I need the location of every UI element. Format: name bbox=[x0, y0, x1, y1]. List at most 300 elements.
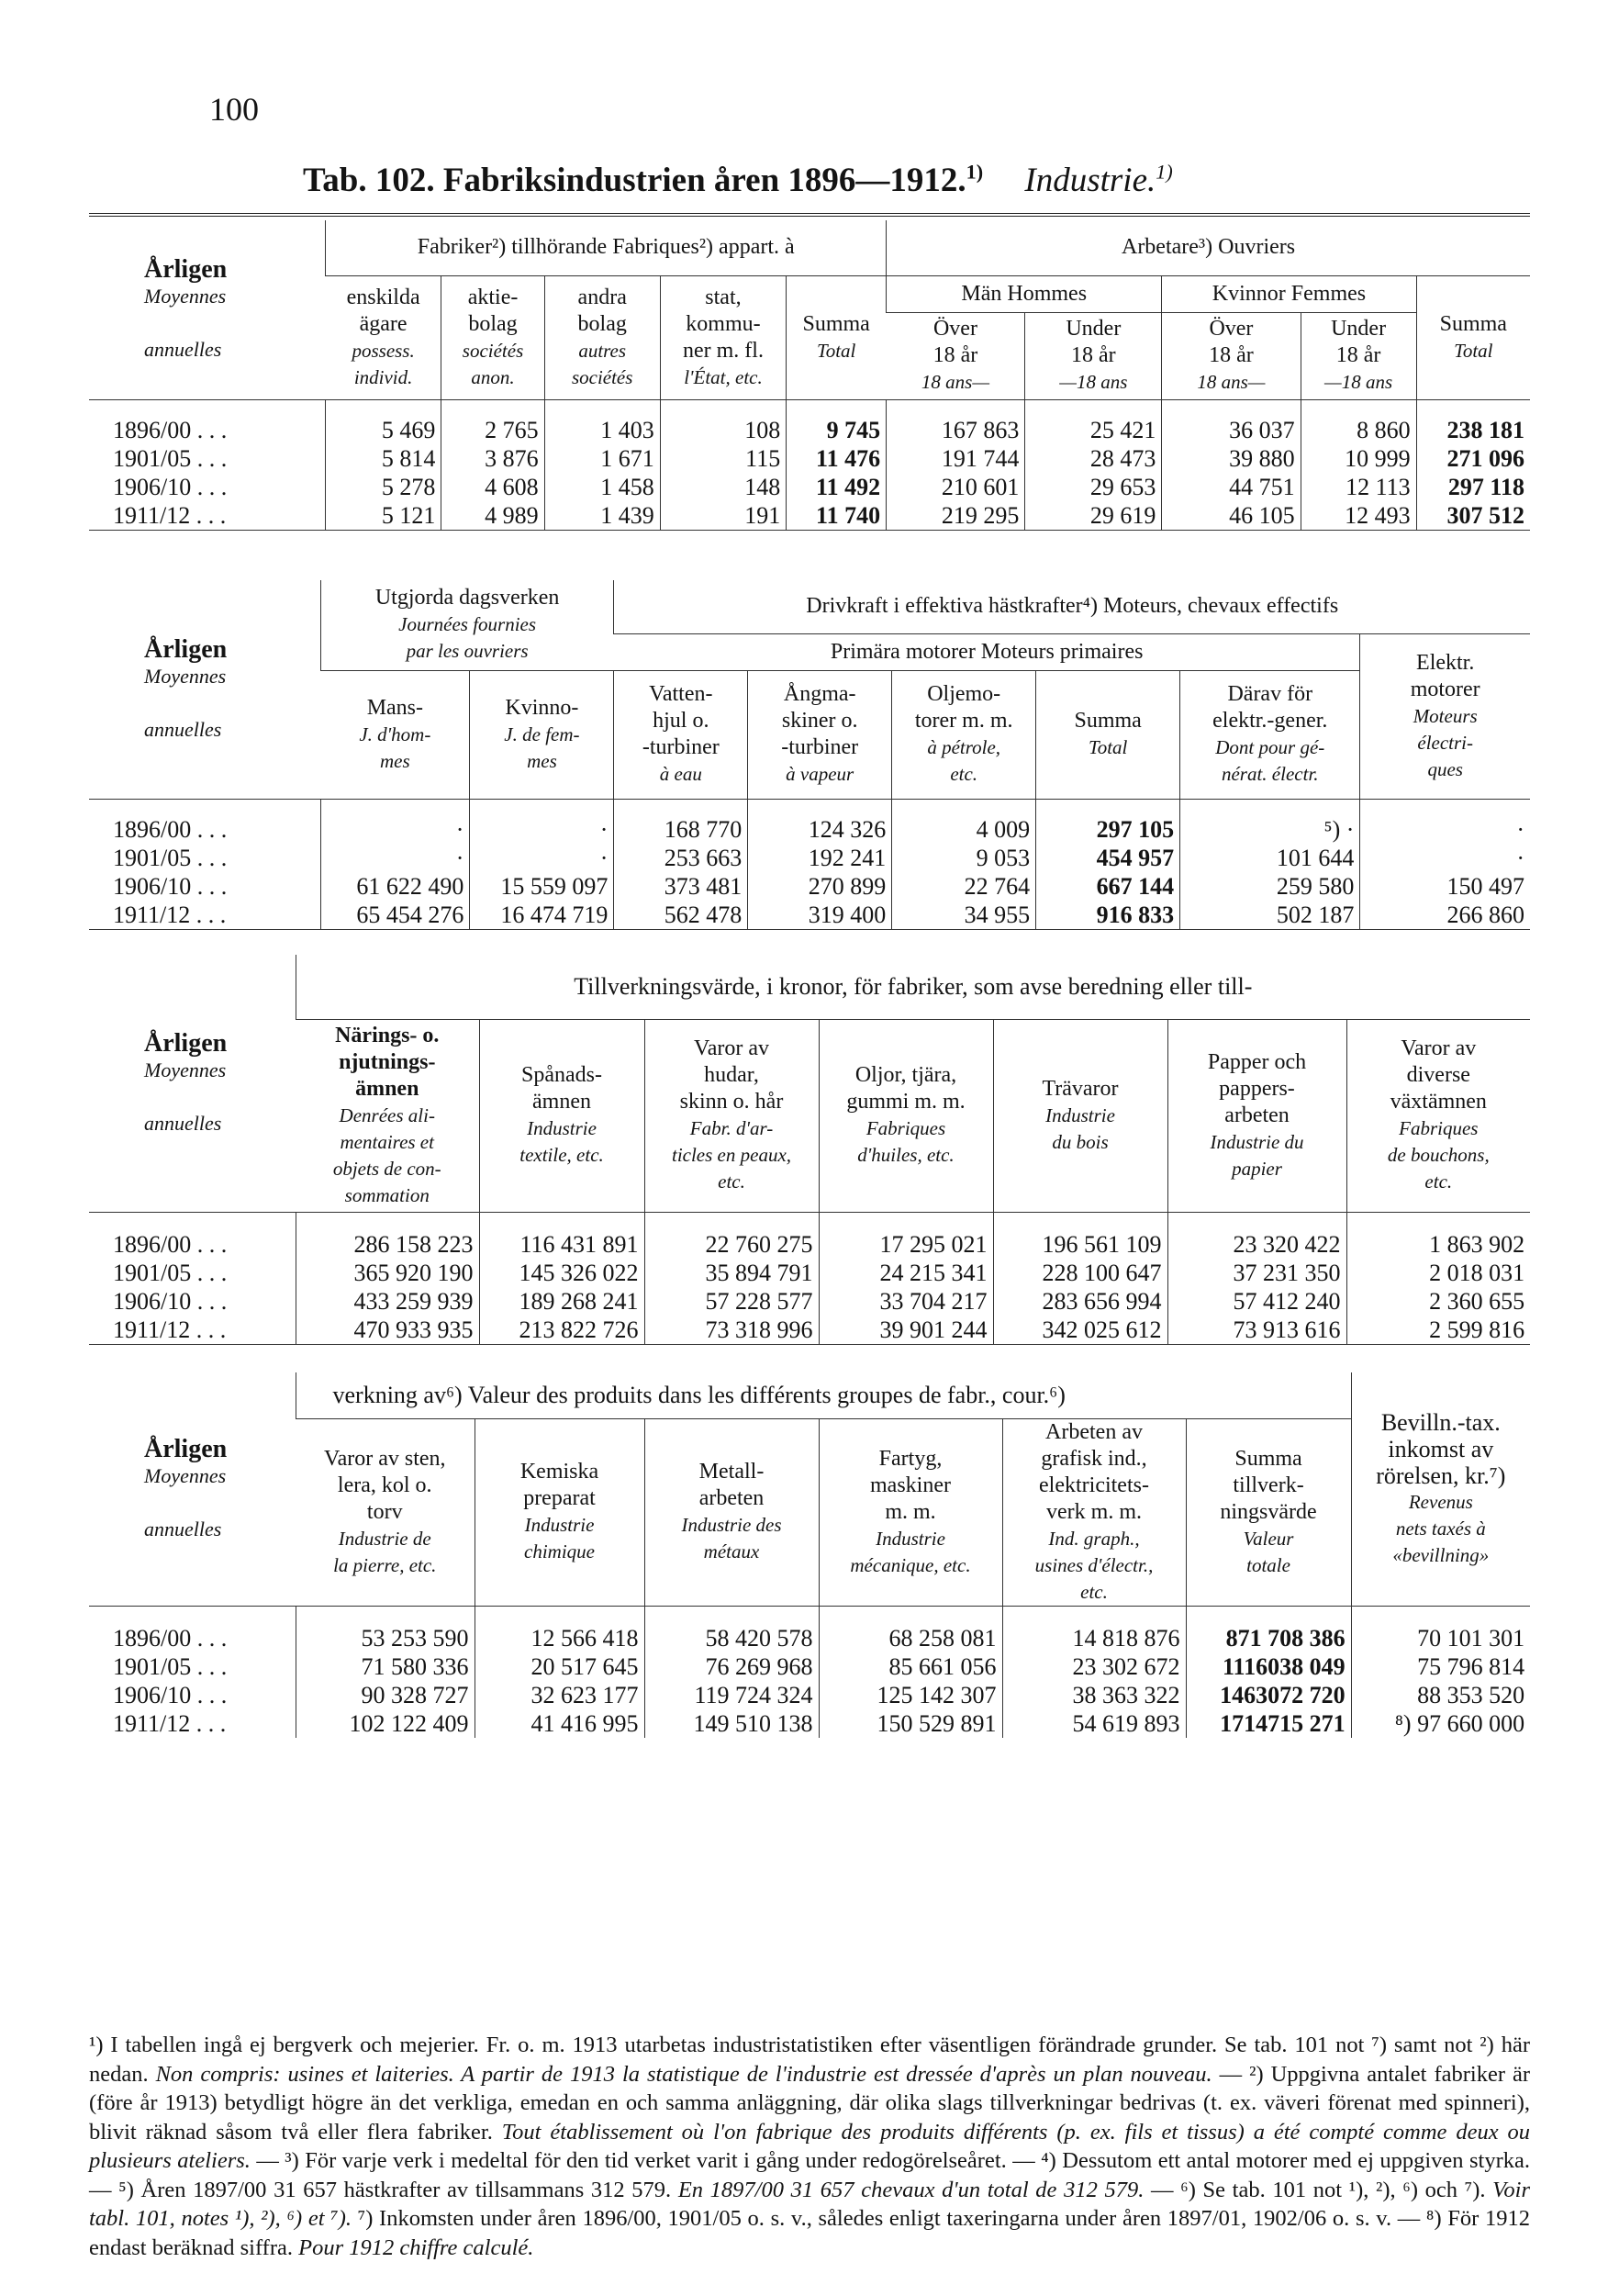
table-cell: 23 302 672 bbox=[1002, 1652, 1186, 1681]
subgroup-man: Män Hommes bbox=[887, 275, 1162, 312]
table-cell: 238 181 bbox=[1416, 416, 1530, 444]
table-cell: 191 744 bbox=[887, 444, 1025, 473]
header-text: elektr.-gener. bbox=[1212, 709, 1328, 733]
table-spacer-cell bbox=[892, 799, 1036, 815]
header-text: skiner o. bbox=[781, 709, 858, 733]
table-spacer-cell bbox=[89, 799, 320, 815]
table-cell: 38 363 322 bbox=[1002, 1681, 1186, 1709]
table-cell: 32 623 177 bbox=[475, 1681, 644, 1709]
header-text: etc. bbox=[1080, 1580, 1108, 1603]
header-text: Vatten- bbox=[649, 682, 713, 706]
header-text: 18 år bbox=[932, 343, 978, 367]
header-text: Varor av bbox=[694, 1036, 769, 1060]
subgroup-kvinnor: Kvinnor Femmes bbox=[1162, 275, 1416, 312]
header-text: Mans- bbox=[366, 695, 424, 720]
table-spacer-cell bbox=[1180, 799, 1360, 815]
table-cell: 148 bbox=[660, 473, 787, 501]
table-cell: 24 215 341 bbox=[819, 1259, 993, 1287]
header-text: de bouchons, bbox=[1387, 1144, 1490, 1166]
table-cell: 29 653 bbox=[1025, 473, 1162, 501]
table-cell: · bbox=[470, 815, 614, 844]
col-elektr-motorer bbox=[1360, 633, 1530, 799]
header-text: mécanique, etc. bbox=[850, 1553, 971, 1576]
table-cell: 1896/00 . . . bbox=[113, 417, 228, 443]
col-summa-hk bbox=[1036, 670, 1180, 799]
table-cell: 20 517 645 bbox=[475, 1652, 644, 1681]
header-text: nérat. électr. bbox=[1221, 763, 1319, 785]
header-text: Journées fournies bbox=[398, 613, 537, 636]
table-cell: 11 740 bbox=[787, 501, 887, 531]
table-cell: 1896/00 . . . bbox=[113, 1231, 228, 1258]
header-text: chimique bbox=[524, 1540, 595, 1562]
table-spacer-cell bbox=[320, 799, 470, 815]
col-travaror bbox=[993, 1019, 1167, 1212]
footnote-1-fr: Non compris: usines et laiteries. A partir de 1913 la statistique de l'industrie est dressée d'après un plan nouveau. bbox=[155, 2061, 1212, 2087]
table-spacer-cell bbox=[1002, 1606, 1186, 1624]
table-row bbox=[89, 872, 1530, 901]
col-hudar bbox=[644, 1019, 819, 1212]
table-cell: ⁵) · bbox=[1180, 815, 1360, 844]
table-cell: 1911/12 . . . bbox=[113, 1316, 227, 1343]
header-text: Total bbox=[1088, 736, 1128, 758]
header-text: «bevillning» bbox=[1392, 1543, 1490, 1566]
table-row bbox=[89, 1259, 1530, 1287]
table-cell: · bbox=[320, 844, 470, 872]
caption-verkning: verkning av⁶) Valeur des produits dans les différents groupes de fabr., cour.⁶) bbox=[296, 1372, 1351, 1418]
col-man-over-18 bbox=[887, 312, 1025, 399]
table-row bbox=[89, 1709, 1530, 1738]
table-cell: 168 770 bbox=[614, 815, 748, 844]
header-text: ningsvärde bbox=[1220, 1499, 1317, 1524]
header-text: torer m. m. bbox=[914, 709, 1013, 733]
header-text: kommu- bbox=[686, 311, 761, 336]
header-text: m. m. bbox=[885, 1499, 936, 1524]
table-cell: 4 608 bbox=[441, 473, 544, 501]
header-text: gummi m. m. bbox=[846, 1090, 966, 1114]
table-cell: 44 751 bbox=[1162, 473, 1301, 501]
table-spacer-cell bbox=[748, 799, 892, 815]
table-cell: · bbox=[1360, 844, 1530, 872]
section-fabriker-arbetare bbox=[89, 220, 1530, 531]
header-text: par les ouvriers bbox=[406, 640, 529, 663]
table-cell: 189 268 241 bbox=[479, 1287, 644, 1316]
table-cell: 10 999 bbox=[1301, 444, 1416, 473]
footnote-1: ¹) I tabellen ingå ej bergverk och mejerier. Fr. o. m. 1913 utarbetas industristatistiken efter väsentligen förändrade grunder. Se tab. 101 not ⁷) samt not ²) här nedan. bbox=[89, 2033, 1530, 2087]
table-cell: 1906/10 . . . bbox=[113, 474, 228, 500]
table-cell: 71 580 336 bbox=[296, 1652, 475, 1681]
header-text: diverse bbox=[1406, 1063, 1470, 1087]
header-text: électri- bbox=[1417, 731, 1474, 754]
table-spacer-cell bbox=[1025, 399, 1162, 416]
table-spacer-cell bbox=[1346, 1212, 1530, 1230]
table-cell: 373 481 bbox=[614, 872, 748, 901]
table-cell: 266 860 bbox=[1360, 901, 1530, 930]
col-kvinnor-under-18 bbox=[1301, 312, 1416, 399]
table-spacer-cell bbox=[296, 1212, 479, 1230]
title-fr bbox=[1024, 162, 1172, 199]
table-row bbox=[89, 473, 1530, 501]
page-number: 100 bbox=[209, 91, 259, 128]
col-darav-elektr bbox=[1180, 670, 1360, 799]
table-cell: 253 663 bbox=[614, 844, 748, 872]
table-cell: 342 025 612 bbox=[993, 1316, 1167, 1345]
table-cell: 192 241 bbox=[748, 844, 892, 872]
table-cell: 1906/10 . . . bbox=[113, 1288, 228, 1315]
header-text: Industrie de bbox=[338, 1527, 431, 1550]
header-text: Kemiska bbox=[519, 1460, 599, 1484]
table-cell: 470 933 935 bbox=[296, 1316, 479, 1345]
table-cell: 1116038 049 bbox=[1186, 1652, 1351, 1681]
header-text: motorer bbox=[1410, 677, 1480, 701]
col-oljemotorer bbox=[892, 670, 1036, 799]
table-cell: 916 833 bbox=[1036, 901, 1180, 930]
header-text: Årligen bbox=[144, 634, 228, 664]
header-text: Varor av sten, bbox=[323, 1446, 446, 1471]
col-bevillning bbox=[1351, 1372, 1530, 1606]
table-section-4 bbox=[89, 1372, 1530, 1738]
table-cell: 1896/00 . . . bbox=[113, 816, 228, 843]
table-section-3 bbox=[89, 955, 1530, 1345]
table-cell: 65 454 276 bbox=[320, 901, 470, 930]
header-text: Kvinno- bbox=[505, 695, 579, 720]
header-text: Under bbox=[1066, 317, 1122, 341]
table-cell: 88 353 520 bbox=[1351, 1681, 1530, 1709]
header-text: Moyennes bbox=[144, 664, 227, 688]
table-cell: 286 158 223 bbox=[296, 1230, 479, 1259]
table-cell: 23 320 422 bbox=[1167, 1230, 1346, 1259]
group-fabriker: Fabriker²) tillhörande Fabriques²) appart. à bbox=[326, 220, 887, 275]
table-cell: 85 661 056 bbox=[819, 1652, 1002, 1681]
table-cell: 5 121 bbox=[326, 501, 441, 531]
table-cell: 297 105 bbox=[1036, 815, 1180, 844]
header-text: mes bbox=[380, 749, 410, 772]
header-text: inkomst av bbox=[1388, 1435, 1494, 1462]
table-cell: 667 144 bbox=[1036, 872, 1180, 901]
table-spacer-cell bbox=[887, 399, 1025, 416]
table-cell: 1911/12 . . . bbox=[113, 902, 227, 928]
header-text: andra bbox=[577, 285, 627, 309]
header-text: usines d'électr., bbox=[1034, 1553, 1154, 1576]
table-cell: 319 400 bbox=[748, 901, 892, 930]
header-text: Revenus bbox=[1408, 1490, 1473, 1513]
table-spacer-cell bbox=[660, 399, 787, 416]
subgroup-primara: Primära motorer Moteurs primaires bbox=[830, 639, 1144, 664]
header-text: annuelles bbox=[144, 717, 222, 741]
header-text: -turbiner bbox=[642, 735, 720, 759]
header-text: Ind. graph., bbox=[1048, 1527, 1140, 1550]
header-text: enskilda bbox=[346, 285, 420, 309]
table-cell: 2 765 bbox=[441, 416, 544, 444]
col-kvinno bbox=[470, 670, 614, 799]
header-text: Över bbox=[1209, 317, 1254, 341]
header-text: Under bbox=[1331, 317, 1387, 341]
table-cell: 4 989 bbox=[441, 501, 544, 531]
table-cell: 150 529 891 bbox=[819, 1709, 1002, 1738]
footnote-3-5: — ³) För varje verk i medeltal för den tid verket varit i gång under redogörelseåret. — ⁴) Dessutom ett antal motorer med ej uppgiven styrka. — ⁵) Åren 1897/00 31 657 hästkrafter av tillsammans 312 579. bbox=[89, 2148, 1530, 2202]
header-text: Fabriques bbox=[1399, 1117, 1479, 1139]
header-text: Papper och bbox=[1207, 1049, 1307, 1074]
header-text: arbeten bbox=[1224, 1103, 1290, 1127]
table-cell: 433 259 939 bbox=[296, 1287, 479, 1316]
header-text: Valeur bbox=[1243, 1527, 1294, 1550]
table-cell: 53 253 590 bbox=[296, 1624, 475, 1652]
title-footnote-ref: 1) bbox=[966, 160, 984, 184]
table-spacer-cell bbox=[644, 1212, 819, 1230]
table-row bbox=[89, 844, 1530, 872]
table-cell: 502 187 bbox=[1180, 901, 1360, 930]
col-summa-fabriker bbox=[787, 275, 887, 399]
table-cell: 1 671 bbox=[544, 444, 660, 473]
header-text: sociétés bbox=[571, 365, 633, 388]
table-cell: 54 619 893 bbox=[1002, 1709, 1186, 1738]
header-text: Oljor, tjära, bbox=[854, 1063, 957, 1087]
header-text: sociétés bbox=[462, 339, 524, 362]
header-text: la pierre, etc. bbox=[333, 1553, 437, 1576]
header-text: Oljemo- bbox=[927, 682, 1001, 706]
header-text: aktie- bbox=[467, 285, 519, 309]
col-mans bbox=[320, 670, 470, 799]
col-summa-tillverkning bbox=[1186, 1418, 1351, 1606]
table-row bbox=[89, 1316, 1530, 1345]
table-row bbox=[89, 901, 1530, 930]
table-cell: 2 360 655 bbox=[1346, 1287, 1530, 1316]
header-text: Denrées ali- bbox=[339, 1103, 435, 1126]
table-cell: 213 822 726 bbox=[479, 1316, 644, 1345]
header-text: Metall- bbox=[698, 1460, 765, 1484]
table-cell: 1 403 bbox=[544, 416, 660, 444]
header-text: 18 år bbox=[1335, 343, 1381, 367]
header-text: d'huiles, etc. bbox=[857, 1144, 955, 1166]
footnote-6-fr: Voir tabl. 101, notes ¹), ²), ⁶) et ⁷). bbox=[89, 2177, 1530, 2231]
header-text: possess. bbox=[352, 339, 415, 362]
top-rule bbox=[89, 213, 1530, 217]
table-cell: 1901/05 . . . bbox=[113, 845, 228, 871]
header-text: Industrie bbox=[527, 1117, 597, 1139]
header-text: totale bbox=[1246, 1553, 1290, 1576]
header-text: métaux bbox=[703, 1540, 760, 1562]
table-cell: 90 328 727 bbox=[296, 1681, 475, 1709]
table-cell: 57 228 577 bbox=[644, 1287, 819, 1316]
col-oljor bbox=[819, 1019, 993, 1212]
table-spacer-cell bbox=[614, 799, 748, 815]
table-cell: 150 497 bbox=[1360, 872, 1530, 901]
header-text: papier bbox=[1232, 1157, 1282, 1180]
header-text: à eau bbox=[659, 763, 702, 785]
table-cell: 1901/05 . . . bbox=[113, 1653, 228, 1680]
header-text: Årligen bbox=[144, 1028, 228, 1058]
table-cell: 145 326 022 bbox=[479, 1259, 644, 1287]
year-header-2 bbox=[89, 580, 320, 799]
table-cell: 12 493 bbox=[1301, 501, 1416, 531]
table-spacer-cell bbox=[1301, 399, 1416, 416]
table-row bbox=[89, 1652, 1530, 1681]
year-header-1 bbox=[89, 220, 326, 399]
table-spacer-cell bbox=[819, 1212, 993, 1230]
table-cell: 3 876 bbox=[441, 444, 544, 473]
table-cell: 11 492 bbox=[787, 473, 887, 501]
header-text: bolag bbox=[468, 311, 518, 336]
col-stat bbox=[660, 275, 787, 399]
table-row bbox=[89, 1681, 1530, 1709]
header-text: mes bbox=[527, 749, 557, 772]
table-spacer-cell bbox=[544, 399, 660, 416]
header-text: sommation bbox=[344, 1183, 430, 1206]
table-cell: 73 913 616 bbox=[1167, 1316, 1346, 1345]
table-cell: · bbox=[1360, 815, 1530, 844]
table-cell: 8 860 bbox=[1301, 416, 1416, 444]
table-cell: 149 510 138 bbox=[644, 1709, 819, 1738]
col-andra-bolag bbox=[544, 275, 660, 399]
table-cell: 37 231 350 bbox=[1167, 1259, 1346, 1287]
header-text: Årligen bbox=[144, 1434, 228, 1463]
header-text: —18 ans bbox=[1324, 371, 1393, 393]
group-arbetare: Arbetare³) Ouvriers bbox=[887, 220, 1530, 275]
header-text: etc. bbox=[950, 763, 978, 785]
table-section-1 bbox=[89, 220, 1530, 531]
section-tillverkningsvarde-1 bbox=[89, 955, 1530, 1345]
header-text: Industrie du bbox=[1210, 1130, 1304, 1153]
table-cell: 115 bbox=[660, 444, 787, 473]
table-cell: · bbox=[320, 815, 470, 844]
year-header-sv: Årligen bbox=[144, 255, 228, 285]
table-cell: 2 018 031 bbox=[1346, 1259, 1530, 1287]
col-kemiska bbox=[475, 1418, 644, 1606]
header-text: Summa bbox=[802, 311, 870, 336]
header-text: Industrie bbox=[1045, 1103, 1115, 1126]
table-cell: 75 796 814 bbox=[1351, 1652, 1530, 1681]
table-cell: 1901/05 . . . bbox=[113, 445, 228, 472]
header-text: annuelles bbox=[144, 1517, 222, 1540]
table-cell: 39 901 244 bbox=[819, 1316, 993, 1345]
table-cell: 14 818 876 bbox=[1002, 1624, 1186, 1652]
table-cell: 11 476 bbox=[787, 444, 887, 473]
table-cell: 365 920 190 bbox=[296, 1259, 479, 1287]
table-row bbox=[89, 815, 1530, 844]
table-cell: 33 704 217 bbox=[819, 1287, 993, 1316]
table-cell: 1906/10 . . . bbox=[113, 1682, 228, 1708]
header-text: Summa bbox=[1439, 311, 1507, 336]
col-aktiebolag bbox=[441, 275, 544, 399]
header-text: Närings- o. bbox=[335, 1023, 440, 1047]
header-text: Total bbox=[1454, 339, 1493, 362]
footnote-8-fr: Pour 1912 chiffre calculé. bbox=[298, 2234, 534, 2260]
table-cell: 39 880 bbox=[1162, 444, 1301, 473]
table-cell: 12 113 bbox=[1301, 473, 1416, 501]
header-text: Därav för bbox=[1227, 682, 1313, 706]
header-text: njutnings- bbox=[339, 1049, 436, 1074]
header-text: du bois bbox=[1052, 1130, 1109, 1153]
table-cell: 1911/12 . . . bbox=[113, 502, 227, 529]
table-cell: ⁸) 97 660 000 bbox=[1351, 1709, 1530, 1738]
table-cell: 22 760 275 bbox=[644, 1230, 819, 1259]
table-cell: 562 478 bbox=[614, 901, 748, 930]
table-cell: 70 101 301 bbox=[1351, 1624, 1530, 1652]
table-cell: 9 053 bbox=[892, 844, 1036, 872]
table-cell: 35 894 791 bbox=[644, 1259, 819, 1287]
table-spacer-cell bbox=[819, 1606, 1002, 1624]
header-text: Trävaror bbox=[1042, 1076, 1119, 1101]
header-text: Fartyg, bbox=[878, 1446, 943, 1471]
header-text: à vapeur bbox=[786, 763, 854, 785]
year-header-fr2: annuelles bbox=[144, 338, 222, 362]
header-text: ner m. fl. bbox=[682, 338, 764, 363]
table-cell: 46 105 bbox=[1162, 501, 1301, 531]
header-text: elektricitets- bbox=[1039, 1473, 1149, 1497]
table-cell: 2 599 816 bbox=[1346, 1316, 1530, 1345]
table-cell: 9 745 bbox=[787, 416, 887, 444]
header-text: —18 ans bbox=[1059, 371, 1128, 393]
header-text: Ångma- bbox=[783, 682, 856, 706]
header-text: verk m. m. bbox=[1046, 1499, 1142, 1524]
header-text: ques bbox=[1427, 757, 1463, 780]
table-cell: 73 318 996 bbox=[644, 1316, 819, 1345]
table-cell: 116 431 891 bbox=[479, 1230, 644, 1259]
table-row bbox=[89, 416, 1530, 444]
header-text: ämnen bbox=[355, 1076, 419, 1101]
col-fartyg bbox=[819, 1418, 1002, 1606]
header-text: 18 ans— bbox=[1197, 371, 1266, 393]
table-cell: 871 708 386 bbox=[1186, 1624, 1351, 1652]
header-text: autres bbox=[578, 339, 627, 362]
header-text: 18 år bbox=[1071, 343, 1116, 367]
year-header-fr1: Moyennes bbox=[144, 285, 227, 308]
table-cell: 17 295 021 bbox=[819, 1230, 993, 1259]
header-text: Spånads- bbox=[521, 1063, 602, 1087]
table-spacer-cell bbox=[1167, 1212, 1346, 1230]
table-cell: 1911/12 . . . bbox=[113, 1710, 227, 1737]
caption-tillverkningsvarde: Tillverkningsvärde, i kronor, för fabriker, som avse beredning eller till- bbox=[296, 955, 1530, 1019]
header-text: hudar, bbox=[704, 1063, 759, 1087]
table-spacer-cell bbox=[470, 799, 614, 815]
header-text: preparat bbox=[523, 1486, 596, 1510]
table-cell: 36 037 bbox=[1162, 416, 1301, 444]
header-text: Utgjorda dagsverken bbox=[374, 586, 560, 610]
table-cell: 307 512 bbox=[1416, 501, 1530, 531]
table-cell: 34 955 bbox=[892, 901, 1036, 930]
col-spanadsamnen bbox=[479, 1019, 644, 1212]
header-text: Industrie bbox=[524, 1514, 595, 1536]
header-text: Över bbox=[932, 317, 977, 341]
table-cell: · bbox=[470, 844, 614, 872]
table-spacer-cell bbox=[441, 399, 544, 416]
title-sv: Tab. 102. Fabriksindustrien åren 1896—1912. bbox=[303, 162, 966, 199]
col-kvinnor-over-18 bbox=[1162, 312, 1301, 399]
table-spacer-cell bbox=[1360, 799, 1530, 815]
table-cell: 76 269 968 bbox=[644, 1652, 819, 1681]
table-cell: 28 473 bbox=[1025, 444, 1162, 473]
table-spacer-cell bbox=[644, 1606, 819, 1624]
header-text: annuelles bbox=[144, 1111, 222, 1135]
col-vaxtamnen bbox=[1346, 1019, 1530, 1212]
header-text: J. de fem- bbox=[504, 722, 580, 745]
table-cell: 22 764 bbox=[892, 872, 1036, 901]
table-cell: 16 474 719 bbox=[470, 901, 614, 930]
section-dagsverken-drivkraft bbox=[89, 580, 1530, 930]
header-text: Moyennes bbox=[144, 1463, 227, 1487]
table-cell: 5 469 bbox=[326, 416, 441, 444]
table-spacer-cell bbox=[1036, 799, 1180, 815]
table-cell: 5 278 bbox=[326, 473, 441, 501]
table-cell: 124 326 bbox=[748, 815, 892, 844]
table-spacer-cell bbox=[89, 1212, 296, 1230]
col-metallarbeten bbox=[644, 1418, 819, 1606]
year-header-4 bbox=[89, 1372, 296, 1606]
table-cell: 1714715 271 bbox=[1186, 1709, 1351, 1738]
header-text: mentaires et bbox=[340, 1130, 434, 1153]
header-text: hjul o. bbox=[653, 709, 709, 733]
header-text: J. d'hom- bbox=[359, 722, 431, 745]
table-cell: 210 601 bbox=[887, 473, 1025, 501]
